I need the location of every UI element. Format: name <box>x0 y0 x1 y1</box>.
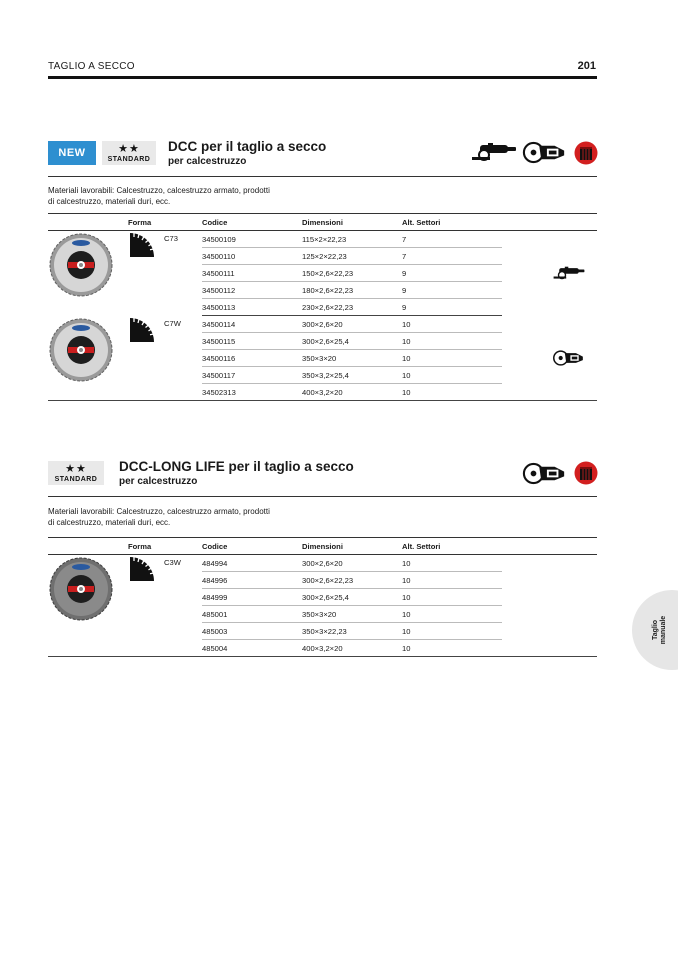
diamond-disc-image <box>49 557 113 621</box>
tool-cell <box>502 231 597 316</box>
standard-badge <box>48 461 104 485</box>
segment-shape-icon <box>129 556 155 582</box>
height-cell: 10 <box>402 367 502 384</box>
product-title: DCC-LONG LIFE per il taglio a secco <box>119 459 354 474</box>
code-cell: 34500116 <box>202 350 302 367</box>
materials-line: Materiali lavorabili: Calcestruzzo, calcestruzzo armato, prodotti <box>48 186 270 195</box>
product-table <box>48 537 597 657</box>
dimension-cell: 300×2,6×22,23 <box>302 572 402 589</box>
height-cell: 9 <box>402 299 502 316</box>
col-dimensioni: Dimensioni <box>302 538 402 555</box>
col-dimensioni: Dimensioni <box>302 214 402 231</box>
height-cell: 10 <box>402 316 502 333</box>
materials-line: di calcestruzzo, materiali duri, ecc. <box>48 518 171 527</box>
height-cell: 10 <box>402 589 502 606</box>
col-forma: Forma <box>128 214 202 231</box>
height-cell: 9 <box>402 282 502 299</box>
rating-label: STANDARD <box>107 155 151 163</box>
dimension-cell: 180×2,6×22,23 <box>302 282 402 299</box>
disc-cell <box>48 316 128 401</box>
tool-cell <box>502 555 597 657</box>
col-alt-settori: Alt. Settori <box>402 214 502 231</box>
height-cell: 10 <box>402 333 502 350</box>
height-cell: 10 <box>402 640 502 657</box>
form-cell <box>128 231 202 316</box>
col-codice: Codice <box>202 214 302 231</box>
code-cell: 34500113 <box>202 299 302 316</box>
product-subtitle: per calcestruzzo <box>119 476 198 487</box>
section-rule <box>48 496 597 497</box>
angle-grinder-icon <box>470 142 518 162</box>
col-image <box>48 538 128 555</box>
materials-text <box>48 506 298 528</box>
dimension-cell: 300×2,6×25,4 <box>302 333 402 350</box>
dimension-cell: 400×3,2×20 <box>302 384 402 401</box>
form-code: C3W <box>164 558 181 567</box>
diamond-disc-image <box>49 318 113 382</box>
dimension-cell: 350×3×20 <box>302 350 402 367</box>
table-row <box>48 316 597 333</box>
form-cell <box>128 316 202 401</box>
materials-text <box>48 185 298 207</box>
disc-cell <box>48 555 128 657</box>
code-cell: 34502313 <box>202 384 302 401</box>
code-cell: 34500111 <box>202 265 302 282</box>
col-alt-settori: Alt. Settori <box>402 538 502 555</box>
code-cell: 485003 <box>202 623 302 640</box>
concrete-material-icon <box>574 141 598 165</box>
height-cell: 10 <box>402 350 502 367</box>
code-cell: 34500114 <box>202 316 302 333</box>
col-forma: Forma <box>128 538 202 555</box>
form-code: C7W <box>164 318 181 328</box>
dimension-cell: 400×3,2×20 <box>302 640 402 657</box>
dimension-cell: 350×3,2×25,4 <box>302 367 402 384</box>
table-header-row <box>48 214 597 231</box>
product-table <box>48 213 597 401</box>
dimension-cell: 350×3×22,23 <box>302 623 402 640</box>
table-header-row <box>48 538 597 555</box>
dimension-cell: 300×2,6×20 <box>302 316 402 333</box>
segment-shape-icon <box>129 317 155 343</box>
rating-stars: ★★ <box>118 142 140 155</box>
code-cell: 485004 <box>202 640 302 657</box>
code-cell: 485001 <box>202 606 302 623</box>
page-number: 201 <box>577 60 596 72</box>
code-cell: 484999 <box>202 589 302 606</box>
height-cell: 10 <box>402 623 502 640</box>
height-cell: 10 <box>402 606 502 623</box>
disc-cell <box>48 231 128 316</box>
code-cell: 484996 <box>202 572 302 589</box>
header-rule <box>48 76 597 79</box>
cut-off-saw-icon <box>522 140 568 165</box>
dimension-cell: 150×2,6×22,23 <box>302 265 402 282</box>
table-row <box>48 555 597 572</box>
dimension-cell: 125×2×22,23 <box>302 248 402 265</box>
code-cell: 34500109 <box>202 231 302 248</box>
new-badge: NEW <box>48 141 96 165</box>
dimension-cell: 115×2×22,23 <box>302 231 402 248</box>
col-image <box>48 214 128 231</box>
code-cell: 34500110 <box>202 248 302 265</box>
diamond-disc-image <box>49 233 113 297</box>
dimension-cell: 230×2,6×22,23 <box>302 299 402 316</box>
height-cell: 10 <box>402 555 502 572</box>
rating-stars: ★★ <box>65 462 87 475</box>
tool-cell <box>502 316 597 401</box>
code-cell: 484994 <box>202 555 302 572</box>
height-cell: 7 <box>402 231 502 248</box>
angle-grinder-icon <box>552 266 586 280</box>
cut-off-saw-icon <box>522 461 568 486</box>
col-codice: Codice <box>202 538 302 555</box>
dimension-cell: 300×2,6×25,4 <box>302 589 402 606</box>
side-tab-line: manuale <box>660 615 667 645</box>
height-cell: 9 <box>402 265 502 282</box>
section-rule <box>48 176 597 177</box>
running-header-section: TAGLIO A SECCO <box>48 61 135 72</box>
materials-line: Materiali lavorabili: Calcestruzzo, calcestruzzo armato, prodotti <box>48 507 270 516</box>
height-cell: 7 <box>402 248 502 265</box>
code-cell: 34500112 <box>202 282 302 299</box>
product-title: DCC per il taglio a secco <box>168 139 327 154</box>
col-tool <box>502 538 597 555</box>
side-tab-text <box>652 610 668 650</box>
cut-off-saw-icon <box>552 349 586 367</box>
concrete-material-icon <box>574 461 598 485</box>
product-subtitle: per calcestruzzo <box>168 156 247 167</box>
rating-label: STANDARD <box>54 475 98 483</box>
col-tool <box>502 214 597 231</box>
dimension-cell: 300×2,6×20 <box>302 555 402 572</box>
code-cell: 34500115 <box>202 333 302 350</box>
segment-shape-icon <box>129 232 155 258</box>
form-code: C73 <box>164 234 178 243</box>
code-cell: 34500117 <box>202 367 302 384</box>
form-cell <box>128 555 202 657</box>
materials-line: di calcestruzzo, materiali duri, ecc. <box>48 197 171 206</box>
side-tab-line: Taglio <box>652 619 659 641</box>
height-cell: 10 <box>402 572 502 589</box>
standard-badge <box>102 141 156 165</box>
table-row <box>48 231 597 248</box>
dimension-cell: 350×3×20 <box>302 606 402 623</box>
height-cell: 10 <box>402 384 502 401</box>
